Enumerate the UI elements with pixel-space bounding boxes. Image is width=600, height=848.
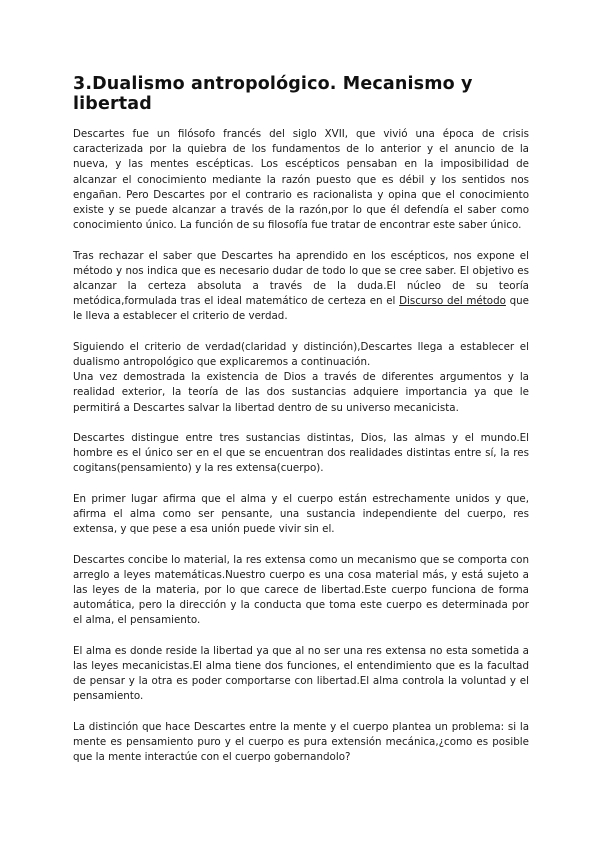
paragraph-4: Descartes distingue entre tres sustancias distintas, Dios, las almas y el mundo.El hombre es el único ser en el que se encuentran dos realidades distintas entre sí, la res cogitans(pensamiento) y la res extensa(cuerpo). — [73, 432, 529, 475]
discurso-del-metodo-link[interactable]: Discurso del método — [399, 295, 506, 308]
paragraph-2 — [73, 249, 529, 325]
paragraph-8: La distinción que hace Descartes entre la mente y el cuerpo plantea un problema: si la mente es pensamiento puro y el cuerpo es pura extensión mecánica,¿como es posible que la mente interactúe con el cuerpo gobernandolo? — [73, 720, 529, 764]
paragraph-2-text-before: Tras rechazar el saber que Descartes ha aprendido en los escépticos, nos expone el método y nos indica que es necesario dudar de todo lo que se cree saber. El objetivo es alcanzar la certeza absoluta a través de la duda.El núcleo de su teoría metódica,formulada tras el ideal matemático de certeza en el — [73, 249, 529, 308]
page-title: 3.Dualismo antropológico. Mecanismo y libertad — [73, 74, 473, 114]
paragraph-3-line-b: Una vez demostrada la existencia de Dios a través de diferentes argumentos y la realidad exterior, la teoría de las dos sustancias adquiere importancia ya que le permitirá a Descartes salvar la libertad dentro de su universo mecanicista. — [73, 371, 529, 414]
paragraph-6: Descartes concibe lo material, la res extensa como un mecanismo que se comporta con arreglo a leyes matemáticas.Nuestro cuerpo es una cosa material más, y está sujeto a las leyes de la materia, por lo que carece de libertad.Este cuerpo funciona de forma automática, pero la dirección y la conducta que toma este cuerpo es determinada por el alma, el pensamiento. — [73, 553, 529, 627]
paragraph-2-text-after: que le lleva a establecer el criterio de verdad. — [73, 295, 529, 323]
document-body — [73, 127, 529, 781]
paragraph-1: Descartes fue un filósofo francés del siglo XVII, que vivió una época de crisis caracterizada por la quiebra de los fundamentos de lo anterior y el anuncio de la nueva, y las mentes escépticas. Los escépticos pensaban en la imposibilidad de alcanzar el conocimiento mediante la razón puesto que es débil y los sentidos nos engañan. Pero Descartes por el contrario es racionalista y opina que el conocimiento existe y se puede alcanzar a través de la razón,por lo que él defendía el saber como conocimiento único. La función de su filosofía fue tratar de encontrar este saber único. — [73, 128, 529, 232]
paragraph-7: El alma es donde reside la libertad ya que al no ser una res extensa no esta sometida a las leyes mecanicistas.El alma tiene dos funciones, el entendimiento que es la facultad de pensar y la otra es poder comportarse con libertad.El alma controla la voluntad y el pensamiento. — [73, 644, 529, 703]
paragraph-3-line-a: Siguiendo el criterio de verdad(claridad y distinción),Descartes llega a establecer el dualismo antropológico que explicaremos a continuación. — [73, 340, 529, 369]
paragraph-3 — [73, 340, 529, 416]
paragraph-5: En primer lugar afirma que el alma y el cuerpo están estrechamente unidos y que, afirma el alma como ser pensante, una sustancia independiente del cuerpo, res extensa, y que pese a esa unión puede vivir sin el. — [73, 492, 529, 536]
